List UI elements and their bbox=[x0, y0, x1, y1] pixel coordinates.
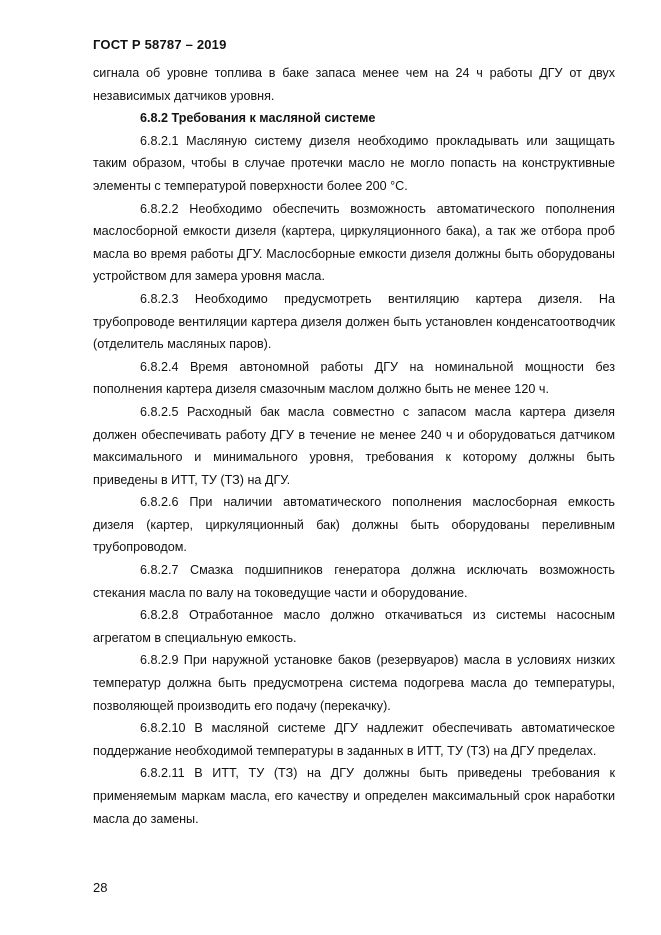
clause-6-8-2-5: 6.8.2.5 Расходный бак масла совместно с запасом масла картера дизеля должен обеспечивать работу ДГУ в течение не менее 240 ч и оборудоваться датчиком максимального и минимального уровня, требования к которому должны быть приведены в ИТТ, ТУ (ТЗ) на ДГУ. bbox=[93, 404, 615, 487]
clause-6-8-2-10: 6.8.2.10 В масляной системе ДГУ надлежит обеспечивать автоматическое поддержание необходимой температуры в заданных в ИТТ, ТУ (ТЗ) на ДГУ пределах. bbox=[93, 721, 615, 758]
clause-6-8-2-7: 6.8.2.7 Смазка подшипников генератора должна исключать возможность стекания масла по валу на токоведущие части и оборудование. bbox=[93, 563, 615, 600]
clause-6-8-2-1: 6.8.2.1 Масляную систему дизеля необходимо прокладывать или защищать таким образом, чтобы в случае протечки масло не могло попасть на конструктивные элементы с температурой поверхности более 200 °С. bbox=[93, 133, 615, 193]
clause-6-8-2-11: 6.8.2.11 В ИТТ, ТУ (ТЗ) на ДГУ должны быть приведены требования к применяемым маркам масла, его качеству и определен максимальный срок наработки масла до замены. bbox=[93, 766, 615, 826]
clause-6-8-2-4: 6.8.2.4 Время автономной работы ДГУ на номинальной мощности без пополнения картера дизеля смазочным маслом должно быть не менее 120 ч. bbox=[93, 359, 615, 397]
paragraph-continuation: сигнала об уровне топлива в баке запаса менее чем на 24 ч работы ДГУ от двух независимых датчиков уровня. bbox=[93, 66, 615, 103]
clause-6-8-2-8: 6.8.2.8 Отработанное масло должно откачиваться из системы насосным агрегатом в специальную емкость. bbox=[93, 608, 615, 645]
clause-6-8-2-6: 6.8.2.6 При наличии автоматического пополнения маслосборная емкость дизеля (картер, циркуляционный бак) должны быть оборудованы переливным трубопроводом. bbox=[93, 495, 615, 555]
clause-6-8-2-9: 6.8.2.9 При наружной установке баков (резервуаров) масла в условиях низких температур должна быть предусмотрена система подогрева масла до температуры, позволяющей производить его подачу (перекачку). bbox=[93, 653, 615, 713]
document-body bbox=[93, 62, 615, 830]
clause-6-8-2-2: 6.8.2.2 Необходимо обеспечить возможность автоматического пополнения маслосборной емкости дизеля (картера, циркуляционного бака), а так же отбора проб масла во время работы ДГУ. Маслосборные емкости дизеля должны быть оборудованы устройством для замера уровня масла. bbox=[93, 201, 615, 284]
clause-6-8-2-3: 6.8.2.3 Необходимо предусмотреть вентиляцию картера дизеля. На трубопроводе вентиляции картера дизеля должен быть установлен конденсатоотводчик (отделитель масляных паров). bbox=[93, 291, 615, 352]
section-heading-6-8-2: 6.8.2 Требования к масляной системе bbox=[140, 111, 376, 126]
page-number: 28 bbox=[93, 880, 108, 895]
document-header: ГОСТ Р 58787 – 2019 bbox=[93, 37, 227, 52]
